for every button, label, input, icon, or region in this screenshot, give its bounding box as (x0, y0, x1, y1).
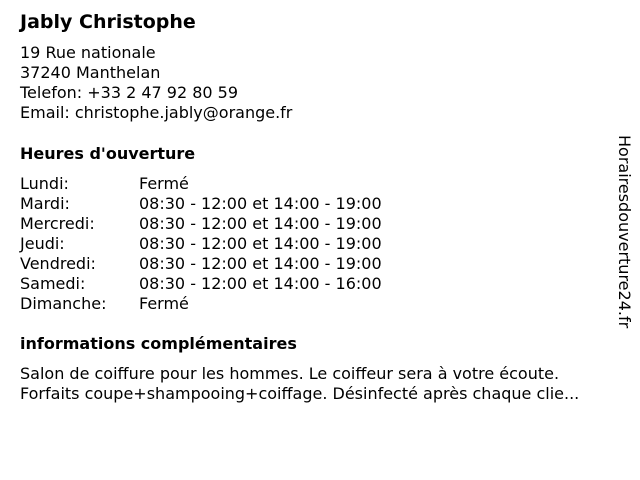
additional-info-heading: informations complémentaires (20, 334, 297, 353)
opening-hours-heading: Heures d'ouverture (20, 144, 196, 163)
opening-hours-table (20, 174, 440, 314)
business-name: Jably Christophe (20, 11, 196, 33)
hours-row-tuesday (20, 194, 440, 214)
additional-info-text (20, 364, 620, 404)
hours-value: 08:30 - 12:00 et 14:00 - 19:00 (139, 254, 382, 273)
phone-number: Telefon: +33 2 47 92 80 59 (20, 83, 239, 102)
email-address: Email: christophe.jably@orange.fr (20, 103, 293, 122)
hours-row-saturday (20, 274, 440, 294)
hours-value: 08:30 - 12:00 et 14:00 - 16:00 (139, 274, 382, 293)
hours-value: 08:30 - 12:00 et 14:00 - 19:00 (139, 194, 382, 213)
day-label: Dimanche: (20, 294, 107, 313)
address-street: 19 Rue nationale (20, 43, 156, 62)
hours-row-thursday (20, 234, 440, 254)
address-city: 37240 Manthelan (20, 63, 161, 82)
day-label: Vendredi: (20, 254, 96, 273)
hours-row-monday (20, 174, 440, 194)
day-label: Lundi: (20, 174, 69, 193)
hours-value: 08:30 - 12:00 et 14:00 - 19:00 (139, 214, 382, 233)
hours-row-friday (20, 254, 440, 274)
hours-value: Fermé (139, 294, 189, 313)
day-label: Jeudi: (20, 234, 65, 253)
info-line: Forfaits coupe+shampooing+coiffage. Désinfecté après chaque clie... (20, 384, 580, 403)
day-label: Mercredi: (20, 214, 95, 233)
hours-row-wednesday (20, 214, 440, 234)
day-label: Samedi: (20, 274, 86, 293)
info-line: Salon de coiffure pour les hommes. Le coiffeur sera à votre écoute. (20, 364, 560, 383)
site-watermark: Horairesdouverture24.fr (615, 135, 634, 329)
hours-value: 08:30 - 12:00 et 14:00 - 19:00 (139, 234, 382, 253)
business-contact-block (20, 43, 292, 123)
hours-value: Fermé (139, 174, 189, 193)
day-label: Mardi: (20, 194, 70, 213)
hours-row-sunday (20, 294, 440, 314)
